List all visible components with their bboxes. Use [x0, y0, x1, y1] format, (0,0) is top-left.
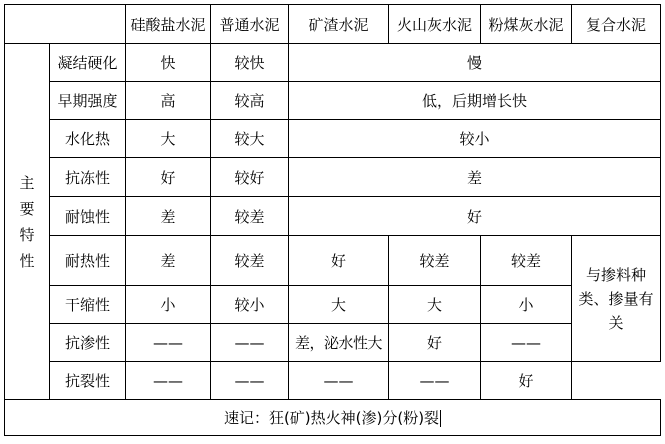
- cell-value: 好: [289, 236, 389, 286]
- row-label: 水化热: [50, 120, 126, 158]
- cement-properties-table: [4, 4, 661, 436]
- row-label: 抗冻性: [50, 158, 126, 197]
- cell-value: 差: [126, 236, 211, 286]
- cell-value: 大: [389, 286, 481, 324]
- cell-value-merged: 慢: [289, 44, 661, 82]
- cell-value: 高: [126, 82, 211, 120]
- cell-value: 较差: [211, 236, 289, 286]
- cell-value: 大: [126, 120, 211, 158]
- cell-value-merged: 低，后期增长快: [289, 82, 661, 120]
- cell-value: 差，泌水性大: [289, 324, 389, 362]
- cell-value: 较快: [211, 44, 289, 82]
- row-label: 抗裂性: [50, 362, 126, 400]
- cell-value-merged: 好: [289, 197, 661, 236]
- cell-value: ——: [389, 362, 481, 400]
- header-pozzolan-cement: 火山灰水泥: [389, 5, 481, 44]
- cell-value: 好: [126, 158, 211, 197]
- table-row: [5, 197, 661, 236]
- table-row: [5, 158, 661, 197]
- row-label: 干缩性: [50, 286, 126, 324]
- cell-value: 差: [126, 197, 211, 236]
- cell-value: 较差: [211, 197, 289, 236]
- cell-value: 较差: [389, 236, 481, 286]
- cell-value: ——: [211, 324, 289, 362]
- footer-row: [5, 400, 661, 436]
- table-row: [5, 82, 661, 120]
- table-row: [5, 286, 661, 324]
- header-flyash-cement: 粉煤灰水泥: [481, 5, 572, 44]
- group-label-main-properties: 主 要 特 性: [5, 44, 50, 400]
- cell-value: 好: [389, 324, 481, 362]
- cell-value: 大: [289, 286, 389, 324]
- row-label: 耐蚀性: [50, 197, 126, 236]
- cell-value-merged: 差: [289, 158, 661, 197]
- cell-value-merged: 较小: [289, 120, 661, 158]
- cell-value: 快: [126, 44, 211, 82]
- table-row: [5, 120, 661, 158]
- cell-value: ——: [126, 324, 211, 362]
- header-composite-cement: 复合水泥: [572, 5, 661, 44]
- table-row: [5, 236, 661, 286]
- cell-value: ——: [481, 324, 572, 362]
- cell-value: 较大: [211, 120, 289, 158]
- cell-value: ——: [289, 362, 389, 400]
- header-portland-cement: 硅酸盐水泥: [126, 5, 211, 44]
- table-row: [5, 362, 661, 400]
- text-cursor: [440, 410, 441, 427]
- mnemonic-note: [5, 400, 661, 436]
- cell-value: 较好: [211, 158, 289, 197]
- cell-value: 较差: [481, 236, 572, 286]
- row-label: 耐热性: [50, 236, 126, 286]
- table-row: [5, 44, 661, 82]
- mnemonic-text: 速记：狂(矿)热火神(渗)分(粉)裂: [223, 409, 440, 427]
- cell-value: 好: [481, 362, 572, 400]
- header-slag-cement: 矿渣水泥: [289, 5, 389, 44]
- header-blank-cell: [5, 5, 126, 44]
- row-label: 早期强度: [50, 82, 126, 120]
- header-ordinary-cement: 普通水泥: [211, 5, 289, 44]
- table-row: [5, 324, 661, 362]
- cell-value: ——: [211, 362, 289, 400]
- cell-value: ——: [126, 362, 211, 400]
- cell-value: 小: [126, 286, 211, 324]
- cell-value: 小: [481, 286, 572, 324]
- row-label: 抗渗性: [50, 324, 126, 362]
- header-row: [5, 5, 661, 44]
- row-label: 凝结硬化: [50, 44, 126, 82]
- composite-note-cell: 与掺料种类、掺量有关: [572, 236, 661, 362]
- table-container: [4, 4, 661, 436]
- cell-value: 较小: [211, 286, 289, 324]
- cell-value: 较高: [211, 82, 289, 120]
